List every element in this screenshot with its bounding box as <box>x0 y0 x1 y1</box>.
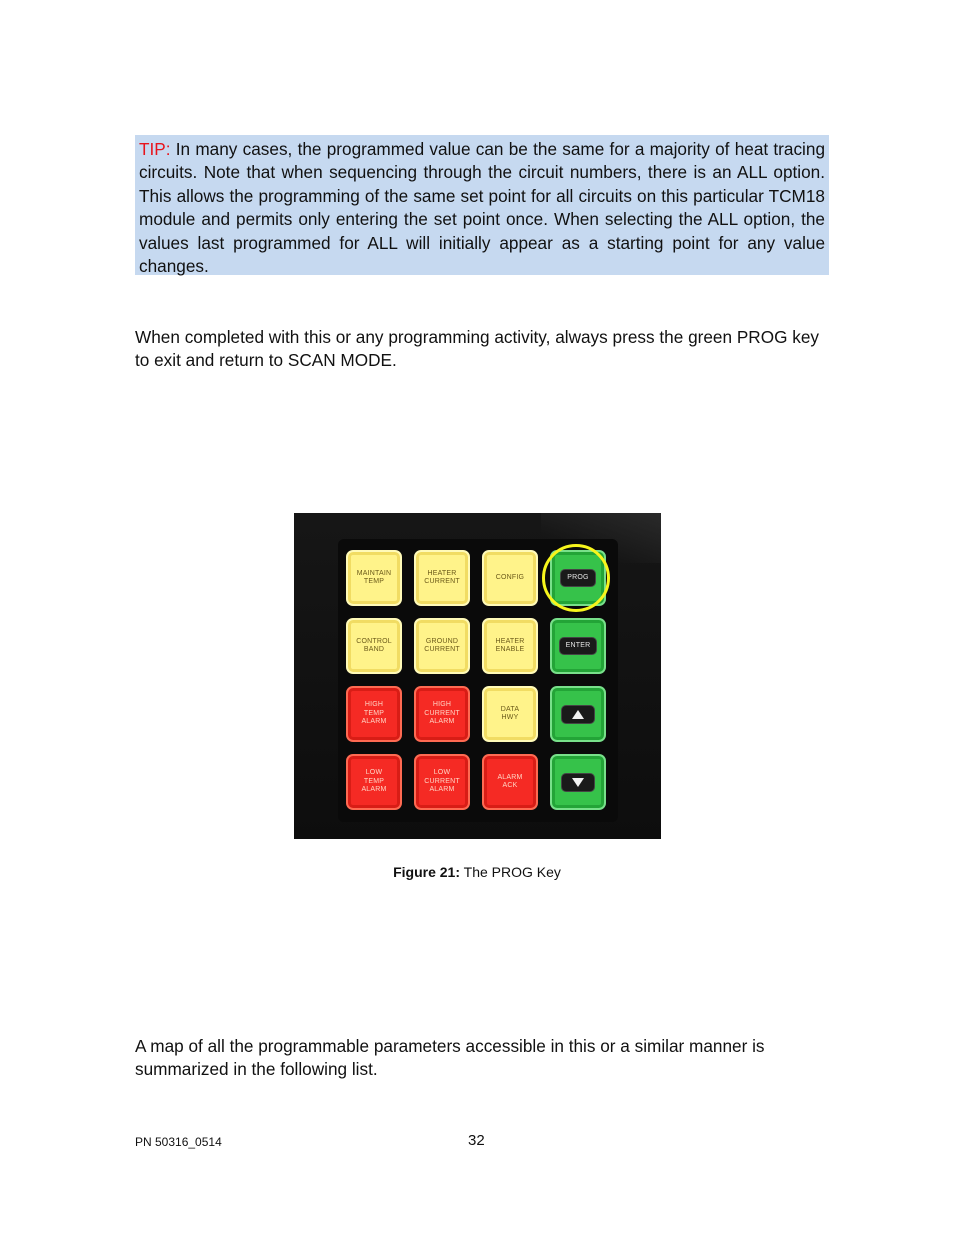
key-up <box>550 686 606 742</box>
key-control-band: CONTROL BAND <box>346 618 402 674</box>
key-maintain-temp: MAINTAIN TEMP <box>346 550 402 606</box>
key-down <box>550 754 606 810</box>
down-arrow-icon <box>561 773 595 792</box>
parameter-map-paragraph: A map of all the programmable parameters accessible in this or a similar manner is summarized in the following list. <box>135 1036 765 1080</box>
key-enter <box>550 618 606 674</box>
key-ground-current: GROUND CURRENT <box>414 618 470 674</box>
keypad-photo <box>294 513 661 839</box>
key-config: CONFIG <box>482 550 538 606</box>
key-enter-label: ENTER <box>559 637 598 655</box>
key-low-temp-alarm: LOW TEMP ALARM <box>346 754 402 810</box>
key-data-hwy: DATA HWY <box>482 686 538 742</box>
footer-part-number: PN 50316_0514 <box>135 1135 222 1149</box>
figure-caption <box>0 864 954 880</box>
key-alarm-ack: ALARM ACK <box>482 754 538 810</box>
key-heater-enable: HEATER ENABLE <box>482 618 538 674</box>
key-prog-label: PROG <box>560 569 596 587</box>
tip-text: In many cases, the programmed value can be the same for a majority of heat tracing circuits. Note that when sequencing through the circuit numbers, there is an ALL option. This allows the programming of the same set point for all circuits on this particular TCM18 module and permits only entering the set point once. When selecting the ALL option, the values last programmed for ALL will initially appear as a starting point for any value changes. <box>139 139 825 277</box>
tip-label: TIP: <box>139 139 171 159</box>
prog-highlight-circle <box>542 544 610 612</box>
key-low-current-alarm: LOW CURRENT ALARM <box>414 754 470 810</box>
footer-page-number: 32 <box>468 1132 485 1149</box>
key-high-temp-alarm: HIGH TEMP ALARM <box>346 686 402 742</box>
figure-caption-label: Figure 21: <box>393 864 460 880</box>
figure-caption-text: The PROG Key <box>460 864 561 880</box>
up-arrow-icon <box>561 705 595 724</box>
key-heater-current: HEATER CURRENT <box>414 550 470 606</box>
key-high-current-alarm: HIGH CURRENT ALARM <box>414 686 470 742</box>
prog-instruction-paragraph: When completed with this or any programming activity, always press the green PROG key to exit and return to SCAN MODE. <box>135 327 819 371</box>
tip-box <box>135 135 829 275</box>
